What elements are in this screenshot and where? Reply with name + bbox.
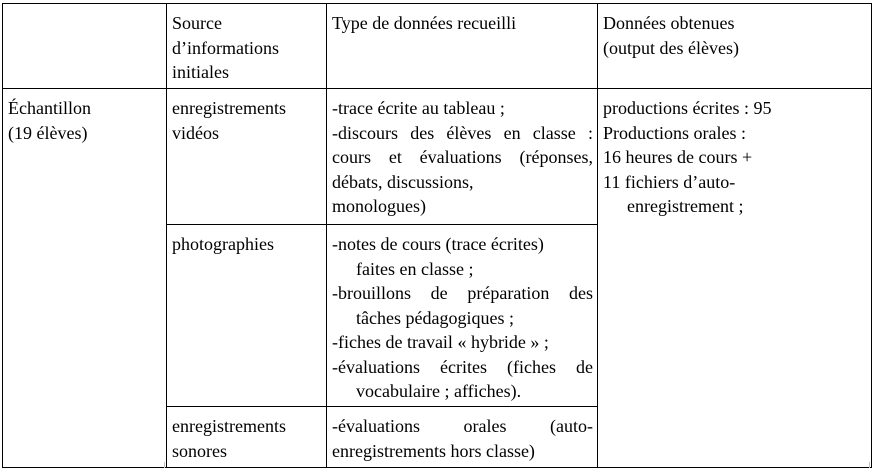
table-row [3,407,872,468]
source-line: enregistrements [172,98,286,118]
type-cell [327,407,598,468]
output-cell-continued [598,225,872,407]
type-line: cours et évaluations (réponses, [332,147,593,167]
header-type-line: Type de données recueilli [332,13,517,33]
source-line: enregistrements [172,416,286,436]
header-type-cell [327,4,598,89]
header-output-line: Données obtenues [603,13,735,33]
header-source-line: initiales [172,62,229,82]
table-resize-mark [869,462,874,468]
type-line: vocabulaire ; affiches). [356,381,522,401]
header-source-cell [167,4,327,89]
output-cell [598,89,872,225]
table-row [3,225,872,407]
type-line: -trace écrite au tableau ; [332,98,505,118]
table-header-row [3,4,872,89]
type-line: -fiches de travail « hybride » ; [332,332,549,352]
sample-cell [3,89,167,225]
source-line: sonores [172,440,227,461]
source-line: photographies [172,234,274,254]
type-line: -évaluations orales (auto- [332,416,593,436]
source-cell [167,407,327,468]
data-sources-table [2,3,872,468]
source-cell [167,89,327,225]
type-cell [327,89,598,225]
source-line: vidéos [172,122,219,143]
sample-cell-continued [3,407,167,468]
header-source-line: Source [172,13,222,33]
output-cell-continued [598,407,872,468]
type-line: faites en classe ; [356,258,474,279]
table-row [3,89,872,225]
source-cell [167,225,327,407]
type-line: débats, discussions, [332,171,474,192]
type-line: tâches pédagogiques ; [356,307,514,328]
type-cell [327,225,598,407]
header-source-line: d’informations [172,37,279,58]
sample-line: (19 élèves) [8,122,88,143]
header-output-cell [598,4,872,89]
output-line: enregistrement ; [627,196,744,216]
type-line: -brouillons de préparation des [332,283,593,303]
type-line: enregistrements hors classe) [332,440,535,461]
header-empty-cell [3,4,167,89]
type-line: monologues) [332,196,426,216]
header-output-line: (output des élèves) [603,37,739,58]
sample-line: Échantillon [8,98,91,118]
output-line: productions écrites : 95 [603,98,772,118]
type-line: -discours des élèves en classe : [332,122,593,143]
output-line: 16 heures de cours + [603,147,753,167]
type-line: -notes de cours (trace écrites) [332,234,544,254]
sample-cell-continued [3,225,167,407]
type-line: -évaluations écrites (fiches de [332,356,593,377]
output-line: 11 fichiers d’auto- [603,171,736,192]
table-resize-mark [164,462,169,468]
output-line: Productions orales : [603,122,746,143]
